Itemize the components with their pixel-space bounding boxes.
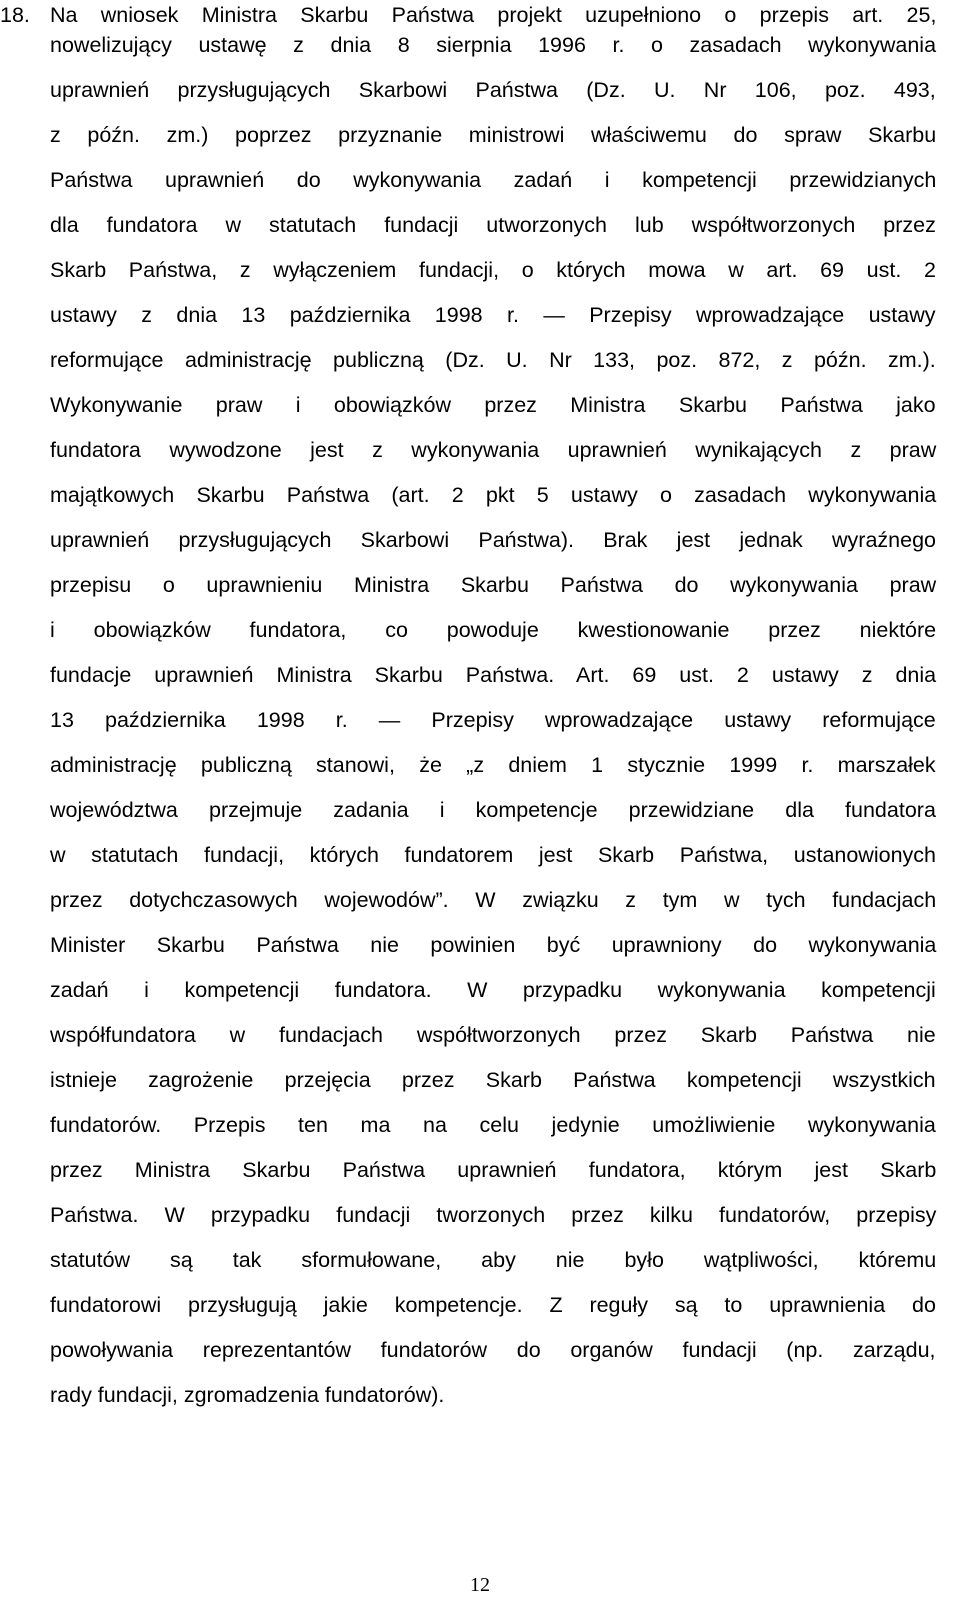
text-line: istnieje zagrożenie przejęcia przez Skarb Państwa kompetencji wszystkich [50, 1068, 936, 1092]
text-line: przez Ministra Skarbu Państwa uprawnień fundatora, którym jest Skarb [50, 1158, 937, 1182]
text-line: uprawnień przysługujących Skarbowi Państwa (Dz. U. Nr 106, poz. 493, [50, 78, 936, 102]
text-line: statutów są tak sformułowane, aby nie było wątpliwości, któremu [50, 1248, 937, 1272]
text-line: Państwa. W przypadku fundacji tworzonych przez kilku fundatorów, przepisy [50, 1203, 937, 1227]
text-line: Wykonywanie praw i obowiązków przez Ministra Skarbu Państwa jako [50, 393, 936, 417]
text-line: fundacje uprawnień Ministra Skarbu Państwa. Art. 69 ust. 2 ustawy z dnia [50, 663, 937, 687]
text-line: współfundatora w fundacjach współtworzonych przez Skarb Państwa nie [50, 1023, 936, 1047]
text-line: Minister Skarbu Państwa nie powinien być uprawniony do wykonywania [50, 933, 937, 957]
text-line: nowelizujący ustawę z dnia 8 sierpnia 1996 r. o zasadach wykonywania [50, 33, 937, 57]
text-line: reformujące administrację publiczną (Dz. U. Nr 133, poz. 872, z późn. zm.). [50, 348, 936, 372]
text-line: majątkowych Skarbu Państwa (art. 2 pkt 5 ustawy o zasadach wykonywania [50, 483, 937, 507]
text-line: fundatora wywodzone jest z wykonywania uprawnień wynikających z praw [50, 438, 937, 462]
text-line: przez dotychczasowych wojewodów”. W związku z tym w tych fundacjach [50, 888, 937, 912]
text-line: dla fundatora w statutach fundacji utworzonych lub współtworzonych przez [50, 213, 936, 237]
page-number: 12 [470, 1574, 490, 1596]
text-line: powoływania reprezentantów fundatorów do organów fundacji (np. zarządu, [50, 1338, 936, 1362]
text-line: z późn. zm.) poprzez przyznanie ministrowi właściwemu do spraw Skarbu [50, 123, 937, 147]
text-line: ustawy z dnia 13 października 1998 r. — Przepisy wprowadzające ustawy [50, 303, 936, 327]
text-line: przepisu o uprawnieniu Ministra Skarbu Państwa do wykonywania praw [50, 573, 937, 597]
list-item-number: 18. [0, 3, 30, 27]
text-line: województwa przejmuje zadania i kompetencje przewidziane dla fundatora [50, 798, 936, 822]
text-line: uprawnień przysługujących Skarbowi Państwa). Brak jest jednak wyraźnego [50, 528, 936, 552]
text-line: 13 października 1998 r. — Przepisy wprowadzające ustawy reformujące [50, 708, 936, 732]
text-line: i obowiązków fundatora, co powoduje kwestionowanie przez niektóre [50, 618, 937, 642]
text-line: fundatorów. Przepis ten ma na celu jedynie umożliwienie wykonywania [50, 1113, 936, 1137]
text-line: rady fundacji, zgromadzenia fundatorów). [50, 1383, 445, 1407]
text-line: Na wniosek Ministra Skarbu Państwa projekt uzupełniono o przepis art. 25, [50, 3, 937, 27]
text-line: Państwa uprawnień do wykonywania zadań i kompetencji przewidzianych [50, 168, 937, 192]
text-line: Skarb Państwa, z wyłączeniem fundacji, o których mowa w art. 69 ust. 2 [50, 258, 936, 282]
text-line: administrację publiczną stanowi, że „z dniem 1 stycznie 1999 r. marszałek [50, 753, 936, 777]
text-line: fundatorowi przysługują jakie kompetencje. Z reguły są to uprawnienia do [50, 1293, 936, 1317]
text-line: zadań i kompetencji fundatora. W przypadku wykonywania kompetencji [50, 978, 936, 1002]
text-line: w statutach fundacji, których fundatorem jest Skarb Państwa, ustanowionych [50, 843, 936, 867]
